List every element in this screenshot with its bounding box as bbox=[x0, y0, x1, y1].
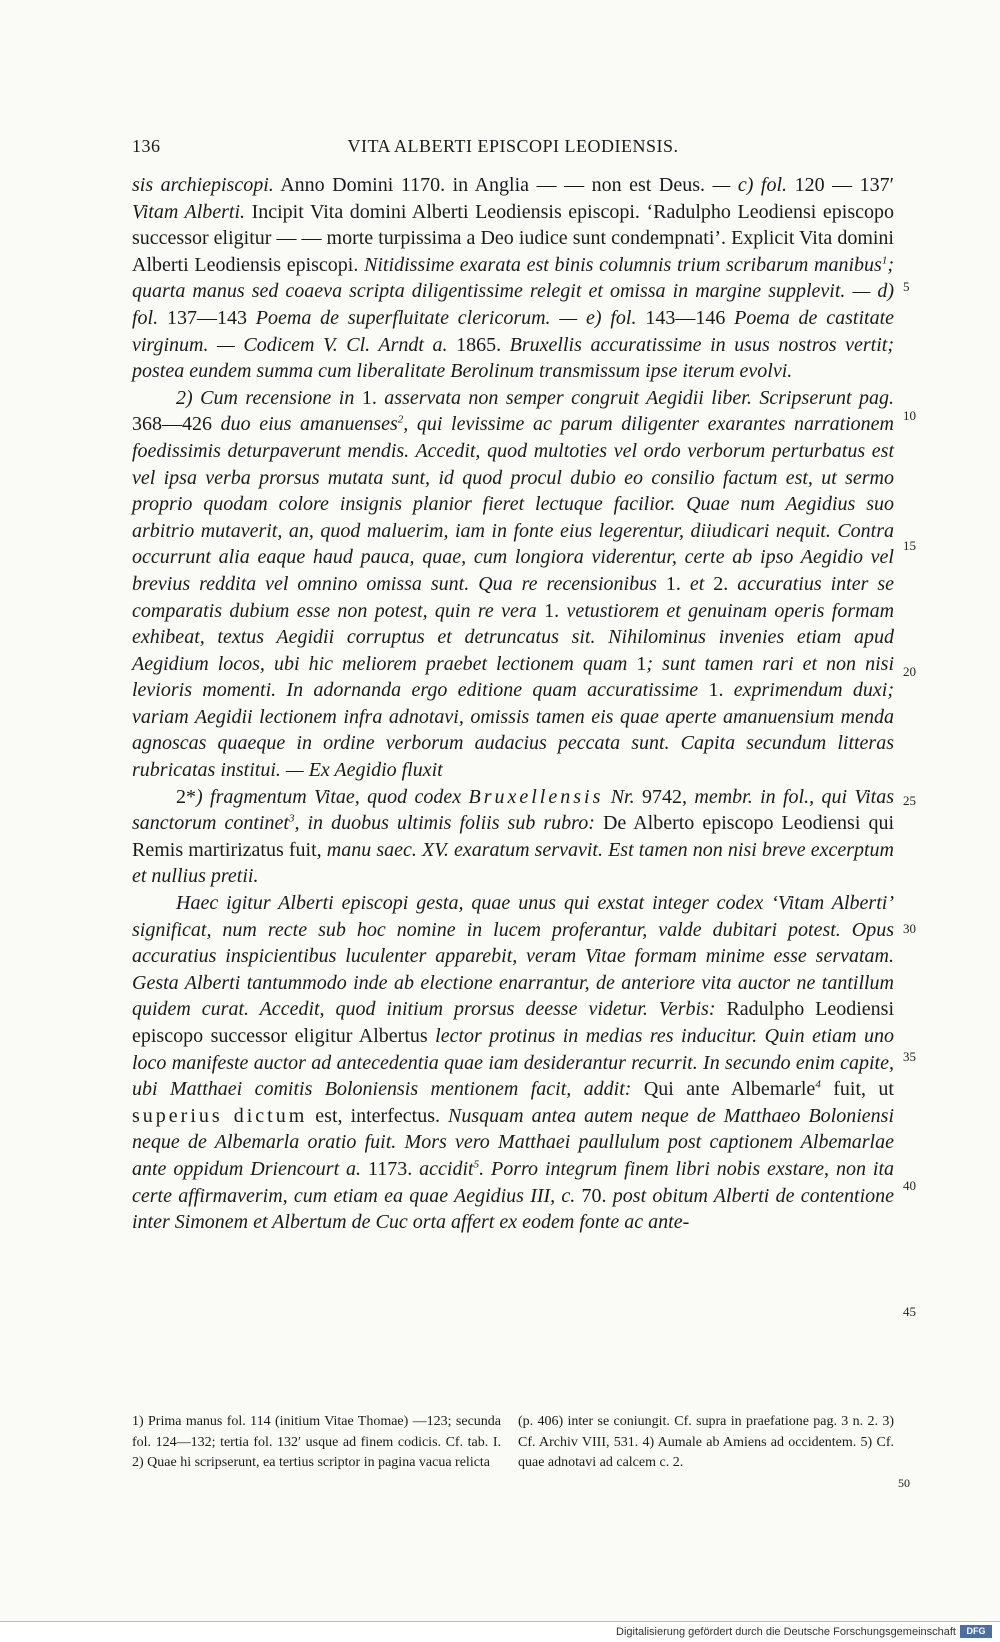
footnote-text: 1) Prima manus fol. 114 (initium Vitae Thomae) —123; secunda fol. 124—132; tertia fol. 132′ usque ad finem codicis. Cf. tab. I. 2) Quae hi scripserunt, ea tertius scriptor in pagina vacua relicta bbox=[132, 1414, 501, 1470]
text-segment: . Porro integrum finem libri nobis exstare, non ita certe affirmaverim, cum etiam ea quae Aegidius III, c. bbox=[132, 1157, 894, 1207]
footnote-text: (p. 406) inter se coniungit. Cf. supra in praefatione pag. 3 n. 2. 3) Cf. Archiv VIII, 531. 4) Aumale ab Amiens ad occidentem. 5) Cf. quae adnotavi ad calcem c. 2. bbox=[518, 1414, 894, 1470]
text-segment: accuratius inter se comparatis dubium esse non potest, quin re vera bbox=[132, 572, 895, 622]
text-segment: sis archiepiscopi. bbox=[132, 174, 274, 196]
footnote-marker: 4 bbox=[815, 1078, 821, 1091]
text-segment: Nusquam antea autem neque de Matthaeo Boloniensi neque de Albemarla oratio fuit. Mors vero Matthaei paullulum post captionem Albemarlae ante oppidum Driencourt a. bbox=[132, 1104, 894, 1180]
footnote-marker: 1 bbox=[881, 254, 888, 267]
footnote-marker: 3 bbox=[288, 812, 295, 825]
paragraph bbox=[132, 385, 894, 784]
text-segment: 368—426 bbox=[132, 413, 221, 436]
text-segment: Vitam Alberti. bbox=[132, 200, 246, 223]
paragraph bbox=[132, 890, 894, 1236]
text-segment: accidit bbox=[419, 1157, 474, 1180]
running-title: VITA ALBERTI EPISCOPI LEODIENSIS. bbox=[347, 136, 679, 156]
line-number: 40 bbox=[903, 1178, 916, 1193]
text-segment: 9742, bbox=[642, 785, 695, 808]
text-segment: et bbox=[689, 572, 714, 595]
footnotes-left-column bbox=[132, 1412, 501, 1474]
page-header bbox=[132, 136, 894, 162]
text-segment: superius dictum bbox=[132, 1104, 308, 1127]
text-segment: 1. bbox=[708, 679, 734, 702]
line-number: 15 bbox=[903, 538, 916, 553]
text-segment: Nr. bbox=[603, 785, 642, 808]
footnote-line-number: 50 bbox=[898, 1476, 910, 1490]
text-segment: 1865. bbox=[456, 333, 510, 356]
text-segment: 120 — 137′ bbox=[794, 174, 895, 196]
text-segment: , in duobus ultimis foliis sub rubro: bbox=[294, 812, 603, 835]
text-segment: post obitum Alberti de contentione inter Simonem et Albertum de Cuc orta affert ex eodem fonte ac ante- bbox=[132, 1184, 895, 1234]
text-segment: 2* bbox=[176, 785, 196, 808]
text-segment: Bruxellis accuratissime in usus nostros vertit; postea eundem summa cum liberalitate Berolinum transmissum ipse iterum evolvi. bbox=[132, 333, 894, 383]
text-segment: Incipit Vita domini Alberti Leodiensis episcopi. ‘Radulpho Leodiensi episcopo successor eligitur — — morte turpissima a Deo iudice sunt condempnati’. Explicit Vita domini Alberti Leodiensis episcopi. bbox=[132, 200, 894, 276]
line-number: 5 bbox=[903, 279, 910, 294]
text-segment: asservata non semper congruit Aegidii liber. Scripserunt pag. bbox=[384, 386, 895, 409]
text-segment: Poema de superfluitate clericorum. — e) fol. bbox=[255, 306, 646, 329]
text-segment: — c) fol. bbox=[712, 174, 795, 196]
text-segment: , qui levissime ac parum diligenter exarantes narrationem foedissimis deturpaverunt mendis. Accedit, quod multoties vel ordo verborum perturbatus est vel ipsa verba prorsus mutata sunt, id quod procul dubio eo consilio factum est, ut sermo proprio quodam colore insignis planior fieret lectuque facilior. Quae num Aegidius suo arbitrio mutaverit, an, quod maluerim, iam in fonte eius legerentur, diiudicari nequit. Contra occurrunt alia eaque haud pauca, quae, cum longiora viderentur, certe ab ipso Aegidio vel brevius reddita vel omnino omissa sunt. Qua re recensionibus bbox=[132, 413, 894, 595]
text-segment: duo eius amanuenses bbox=[220, 413, 398, 436]
text-segment: ; quarta manus sed coaeva scripta diligentissime relegit et omissa in margine supplevit. — d) fol. bbox=[132, 253, 894, 329]
text-segment: exprimendum duxi; variam Aegidii lectionem infra adnotavi, omissis tamen eis quae aperte amanuensium menda agnoscas quaeque in ordine verborum audacius peccata sunt. Capita secundum litteras rubricatas institui. — Ex Aegidio fluxit bbox=[132, 679, 895, 782]
line-number: 45 bbox=[903, 1304, 916, 1319]
text-segment: 1. bbox=[361, 386, 385, 409]
text-segment: Bruxellensis bbox=[468, 785, 604, 808]
digitization-footer bbox=[0, 1621, 1000, 1642]
page-number: 136 bbox=[132, 136, 161, 156]
dfg-logo: DFG bbox=[960, 1625, 992, 1638]
text-segment: 2. bbox=[713, 572, 738, 595]
text-segment: lector protinus in medias res inducitur. Quin etiam uno loco manifeste auctor ad antecedentia quae iam desiderantur recurrit. In secundo enim capite, ubi Matthaei comitis Boloniensis mentionem facit, addit: bbox=[132, 1025, 894, 1101]
paragraph bbox=[132, 784, 894, 890]
text-segment: Nitidissime exarata est binis columnis trium scribarum manibus bbox=[364, 253, 882, 276]
text-segment: Poema de castitate virginum. — Codicem V. Cl. Arndt a. bbox=[132, 306, 895, 356]
text-segment: vetustiorem et genuinam operis formam exhibeat, textus Aegidii corruptus et detruncatus sit. Nihilominus invenies etiam apud Aegidium locos, ubi hic meliorem praebet lectionem quam bbox=[132, 599, 895, 675]
text-segment: Radulpho Leodiensi episcopo successor eligitur Albertus bbox=[132, 998, 895, 1047]
text-segment: fuit, ut bbox=[820, 1078, 894, 1101]
text-segment: ) fragmentum Vitae, quod codex bbox=[196, 785, 469, 808]
text-segment: membr. in fol., qui Vitas sanctorum continet bbox=[132, 785, 895, 835]
text-segment: 1. bbox=[544, 599, 567, 622]
text-segment: 1. bbox=[665, 572, 690, 595]
footnote-marker: 2 bbox=[397, 413, 404, 426]
text-segment: est, interfectus. bbox=[307, 1104, 449, 1127]
text-segment: 70. bbox=[581, 1184, 613, 1207]
line-number: 30 bbox=[903, 921, 916, 936]
line-number: 20 bbox=[903, 664, 916, 679]
line-number: 35 bbox=[903, 1049, 916, 1064]
funding-notice: Digitalisierung gefördert durch die Deutsche Forschungsgemeinschaft bbox=[616, 1626, 956, 1638]
text-segment: 1173. bbox=[367, 1157, 420, 1180]
text-segment: Qui ante Albemarle bbox=[643, 1078, 816, 1101]
line-number: 25 bbox=[903, 793, 916, 808]
text-segment: Anno Domini 1170. in Anglia — — non est Deus. bbox=[273, 174, 713, 196]
text-segment: De Alberto episcopo Leodiensi qui Remis martirizatus fuit, bbox=[132, 812, 895, 861]
main-text bbox=[132, 172, 894, 1236]
text-segment: ; sunt tamen rari et non nisi levioris momenti. In adornanda ergo editione quam accuratissime bbox=[132, 652, 894, 702]
text-segment: 143—146 bbox=[645, 306, 735, 329]
text-segment: 2) Cum recensione in bbox=[176, 386, 362, 409]
paragraph bbox=[132, 172, 894, 385]
text-segment: 137—143 bbox=[166, 306, 256, 329]
footnote-marker: 5 bbox=[473, 1158, 480, 1171]
text-segment: 1 bbox=[636, 652, 647, 675]
footnotes-right-column bbox=[518, 1412, 894, 1474]
text-segment: manu saec. XV. exaratum servavit. Est tamen non nisi breve excerptum et nullius pretii. bbox=[132, 838, 894, 888]
line-number: 10 bbox=[903, 408, 916, 423]
text-segment: Haec igitur Alberti episcopi gesta, quae unus qui exstat integer codex ‘Vitam Alberti’ significat, num recte sub hoc nomine in lucem proferantur, valde dubitari potest. Opus accuratius inspicientibus luculenter apparebit, veram Vitae formam minime esse servatam. Gesta Alberti tantummodo inde ab electione enarrantur, de anteriore vita auctor ne tantillum quidem curat. Accedit, quod initium prorsus deesse videtur. Verbis: bbox=[132, 892, 894, 1021]
